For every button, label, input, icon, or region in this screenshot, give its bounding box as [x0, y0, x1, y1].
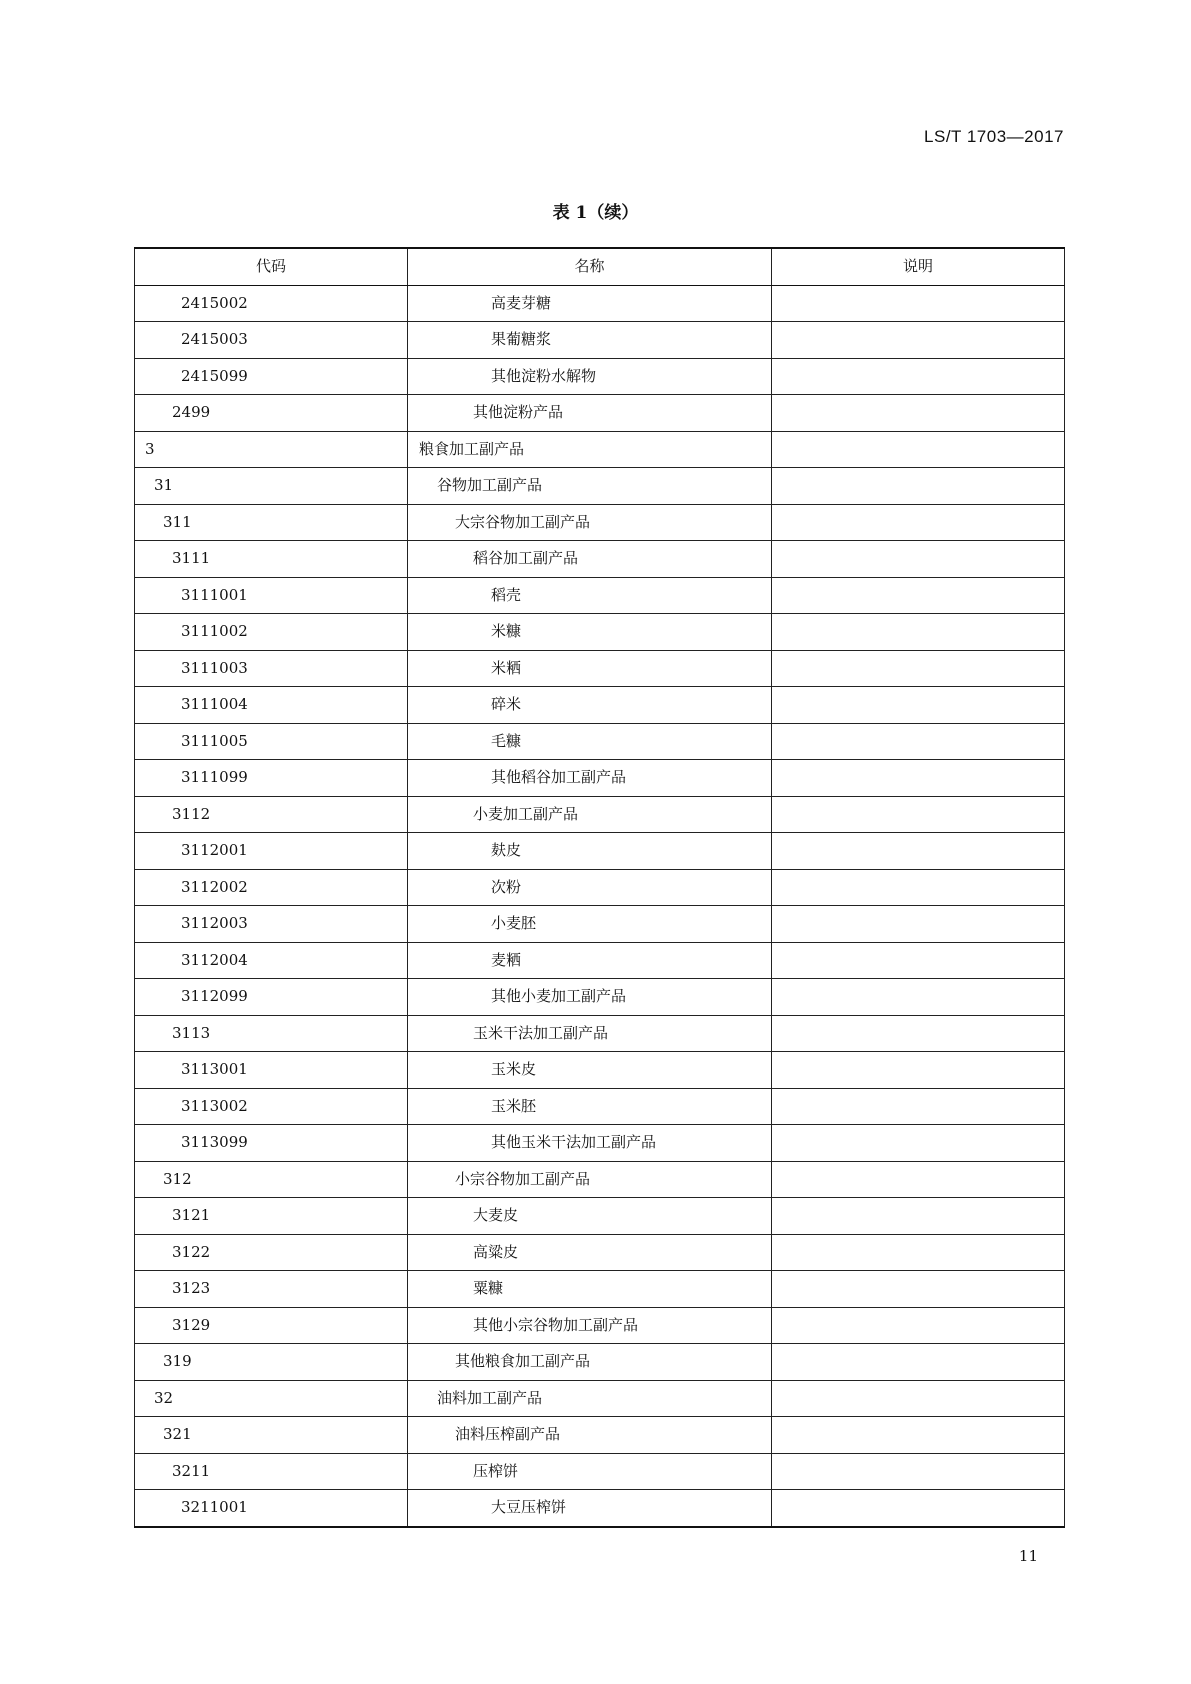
cell-code: 3111004	[135, 687, 408, 724]
cell-code: 3111001	[135, 577, 408, 614]
cell-code: 3211	[135, 1453, 408, 1490]
cell-name: 大豆压榨饼	[408, 1490, 772, 1527]
cell-note	[772, 541, 1065, 578]
table-row	[135, 796, 1065, 833]
cell-code: 3111	[135, 541, 408, 578]
cell-name: 大宗谷物加工副产品	[408, 504, 772, 541]
cell-code: 3112001	[135, 833, 408, 870]
cell-name: 粮食加工副产品	[408, 431, 772, 468]
cell-code: 3	[135, 431, 408, 468]
cell-name: 麸皮	[408, 833, 772, 870]
table-body	[135, 285, 1065, 1527]
cell-code: 3129	[135, 1307, 408, 1344]
cell-note	[772, 1344, 1065, 1381]
table-row	[135, 650, 1065, 687]
cell-code: 311	[135, 504, 408, 541]
cell-name: 麦粞	[408, 942, 772, 979]
table-row	[135, 1344, 1065, 1381]
cell-note	[772, 869, 1065, 906]
cell-name: 其他玉米干法加工副产品	[408, 1125, 772, 1162]
cell-code: 312	[135, 1161, 408, 1198]
table-row	[135, 760, 1065, 797]
cell-note	[772, 358, 1065, 395]
column-header-name: 名称	[408, 248, 772, 285]
cell-note	[772, 577, 1065, 614]
cell-note	[772, 1307, 1065, 1344]
table-row	[135, 869, 1065, 906]
cell-name: 其他淀粉水解物	[408, 358, 772, 395]
table-row	[135, 723, 1065, 760]
cell-note	[772, 796, 1065, 833]
cell-name: 大麦皮	[408, 1198, 772, 1235]
cell-note	[772, 833, 1065, 870]
table-row	[135, 1161, 1065, 1198]
cell-code: 31	[135, 468, 408, 505]
column-header-note: 说明	[772, 248, 1065, 285]
cell-name: 毛糠	[408, 723, 772, 760]
cell-note	[772, 1161, 1065, 1198]
cell-name: 油料压榨副产品	[408, 1417, 772, 1454]
cell-code: 3113	[135, 1015, 408, 1052]
cell-code: 2415099	[135, 358, 408, 395]
table-title: 表 1（续）	[552, 203, 639, 223]
cell-code: 3121	[135, 1198, 408, 1235]
table-row	[135, 504, 1065, 541]
table-row	[135, 1453, 1065, 1490]
cell-code: 2415002	[135, 285, 408, 322]
cell-name: 米粞	[408, 650, 772, 687]
cell-note	[772, 504, 1065, 541]
cell-note	[772, 614, 1065, 651]
cell-name: 压榨饼	[408, 1453, 772, 1490]
cell-code: 32	[135, 1380, 408, 1417]
table-row	[135, 833, 1065, 870]
table-row	[135, 979, 1065, 1016]
code-table	[134, 247, 1065, 1528]
cell-code: 3112099	[135, 979, 408, 1016]
cell-code: 3111099	[135, 760, 408, 797]
cell-note	[772, 395, 1065, 432]
table-row	[135, 285, 1065, 322]
cell-note	[772, 906, 1065, 943]
cell-name: 米糠	[408, 614, 772, 651]
cell-name: 其他小宗谷物加工副产品	[408, 1307, 772, 1344]
cell-note	[772, 942, 1065, 979]
table-row	[135, 942, 1065, 979]
cell-name: 碎米	[408, 687, 772, 724]
cell-note	[772, 1234, 1065, 1271]
cell-name: 谷物加工副产品	[408, 468, 772, 505]
table-row	[135, 1417, 1065, 1454]
cell-code: 2415003	[135, 322, 408, 359]
cell-note	[772, 687, 1065, 724]
cell-name: 稻谷加工副产品	[408, 541, 772, 578]
table-header-row	[135, 248, 1065, 285]
cell-note	[772, 1417, 1065, 1454]
cell-name: 油料加工副产品	[408, 1380, 772, 1417]
table-row	[135, 614, 1065, 651]
cell-code: 3122	[135, 1234, 408, 1271]
table-row	[135, 322, 1065, 359]
cell-note	[772, 1271, 1065, 1308]
cell-code: 3113001	[135, 1052, 408, 1089]
cell-name: 其他淀粉产品	[408, 395, 772, 432]
table-row	[135, 1125, 1065, 1162]
cell-note	[772, 723, 1065, 760]
cell-code: 3123	[135, 1271, 408, 1308]
cell-code: 3111003	[135, 650, 408, 687]
cell-name: 玉米干法加工副产品	[408, 1015, 772, 1052]
cell-name: 玉米皮	[408, 1052, 772, 1089]
table-row	[135, 431, 1065, 468]
cell-code: 2499	[135, 395, 408, 432]
cell-note	[772, 1015, 1065, 1052]
cell-name: 稻壳	[408, 577, 772, 614]
cell-name: 其他稻谷加工副产品	[408, 760, 772, 797]
cell-code: 3111005	[135, 723, 408, 760]
cell-code: 319	[135, 1344, 408, 1381]
cell-name: 果葡糖浆	[408, 322, 772, 359]
cell-note	[772, 1453, 1065, 1490]
table-row	[135, 468, 1065, 505]
page-number: 11	[1018, 1547, 1038, 1565]
cell-note	[772, 1490, 1065, 1527]
cell-name: 小宗谷物加工副产品	[408, 1161, 772, 1198]
cell-name: 其他小麦加工副产品	[408, 979, 772, 1016]
cell-note	[772, 322, 1065, 359]
table-row	[135, 1307, 1065, 1344]
table-row	[135, 395, 1065, 432]
cell-note	[772, 650, 1065, 687]
table-row	[135, 906, 1065, 943]
table-row	[135, 1271, 1065, 1308]
cell-code: 3111002	[135, 614, 408, 651]
cell-code: 321	[135, 1417, 408, 1454]
table-row	[135, 1234, 1065, 1271]
cell-note	[772, 285, 1065, 322]
cell-code: 3112002	[135, 869, 408, 906]
cell-note	[772, 431, 1065, 468]
table-row	[135, 1052, 1065, 1089]
table-row	[135, 577, 1065, 614]
cell-name: 其他粮食加工副产品	[408, 1344, 772, 1381]
cell-code: 3112	[135, 796, 408, 833]
column-header-code: 代码	[135, 248, 408, 285]
standard-number: LS/T 1703—2017	[924, 127, 1064, 146]
cell-name: 高麦芽糖	[408, 285, 772, 322]
cell-note	[772, 979, 1065, 1016]
cell-name: 高粱皮	[408, 1234, 772, 1271]
cell-code: 3113099	[135, 1125, 408, 1162]
table-row	[135, 1490, 1065, 1527]
table-row	[135, 687, 1065, 724]
cell-note	[772, 1088, 1065, 1125]
cell-code: 3113002	[135, 1088, 408, 1125]
cell-note	[772, 468, 1065, 505]
table-row	[135, 358, 1065, 395]
table-row	[135, 1088, 1065, 1125]
table-row	[135, 541, 1065, 578]
cell-note	[772, 1125, 1065, 1162]
cell-code: 3211001	[135, 1490, 408, 1527]
cell-name: 玉米胚	[408, 1088, 772, 1125]
cell-code: 3112003	[135, 906, 408, 943]
cell-name: 小麦胚	[408, 906, 772, 943]
cell-note	[772, 760, 1065, 797]
table-row	[135, 1198, 1065, 1235]
cell-note	[772, 1052, 1065, 1089]
table-row	[135, 1015, 1065, 1052]
cell-name: 小麦加工副产品	[408, 796, 772, 833]
cell-note	[772, 1380, 1065, 1417]
cell-name: 粟糠	[408, 1271, 772, 1308]
cell-code: 3112004	[135, 942, 408, 979]
cell-name: 次粉	[408, 869, 772, 906]
cell-note	[772, 1198, 1065, 1235]
table-row	[135, 1380, 1065, 1417]
